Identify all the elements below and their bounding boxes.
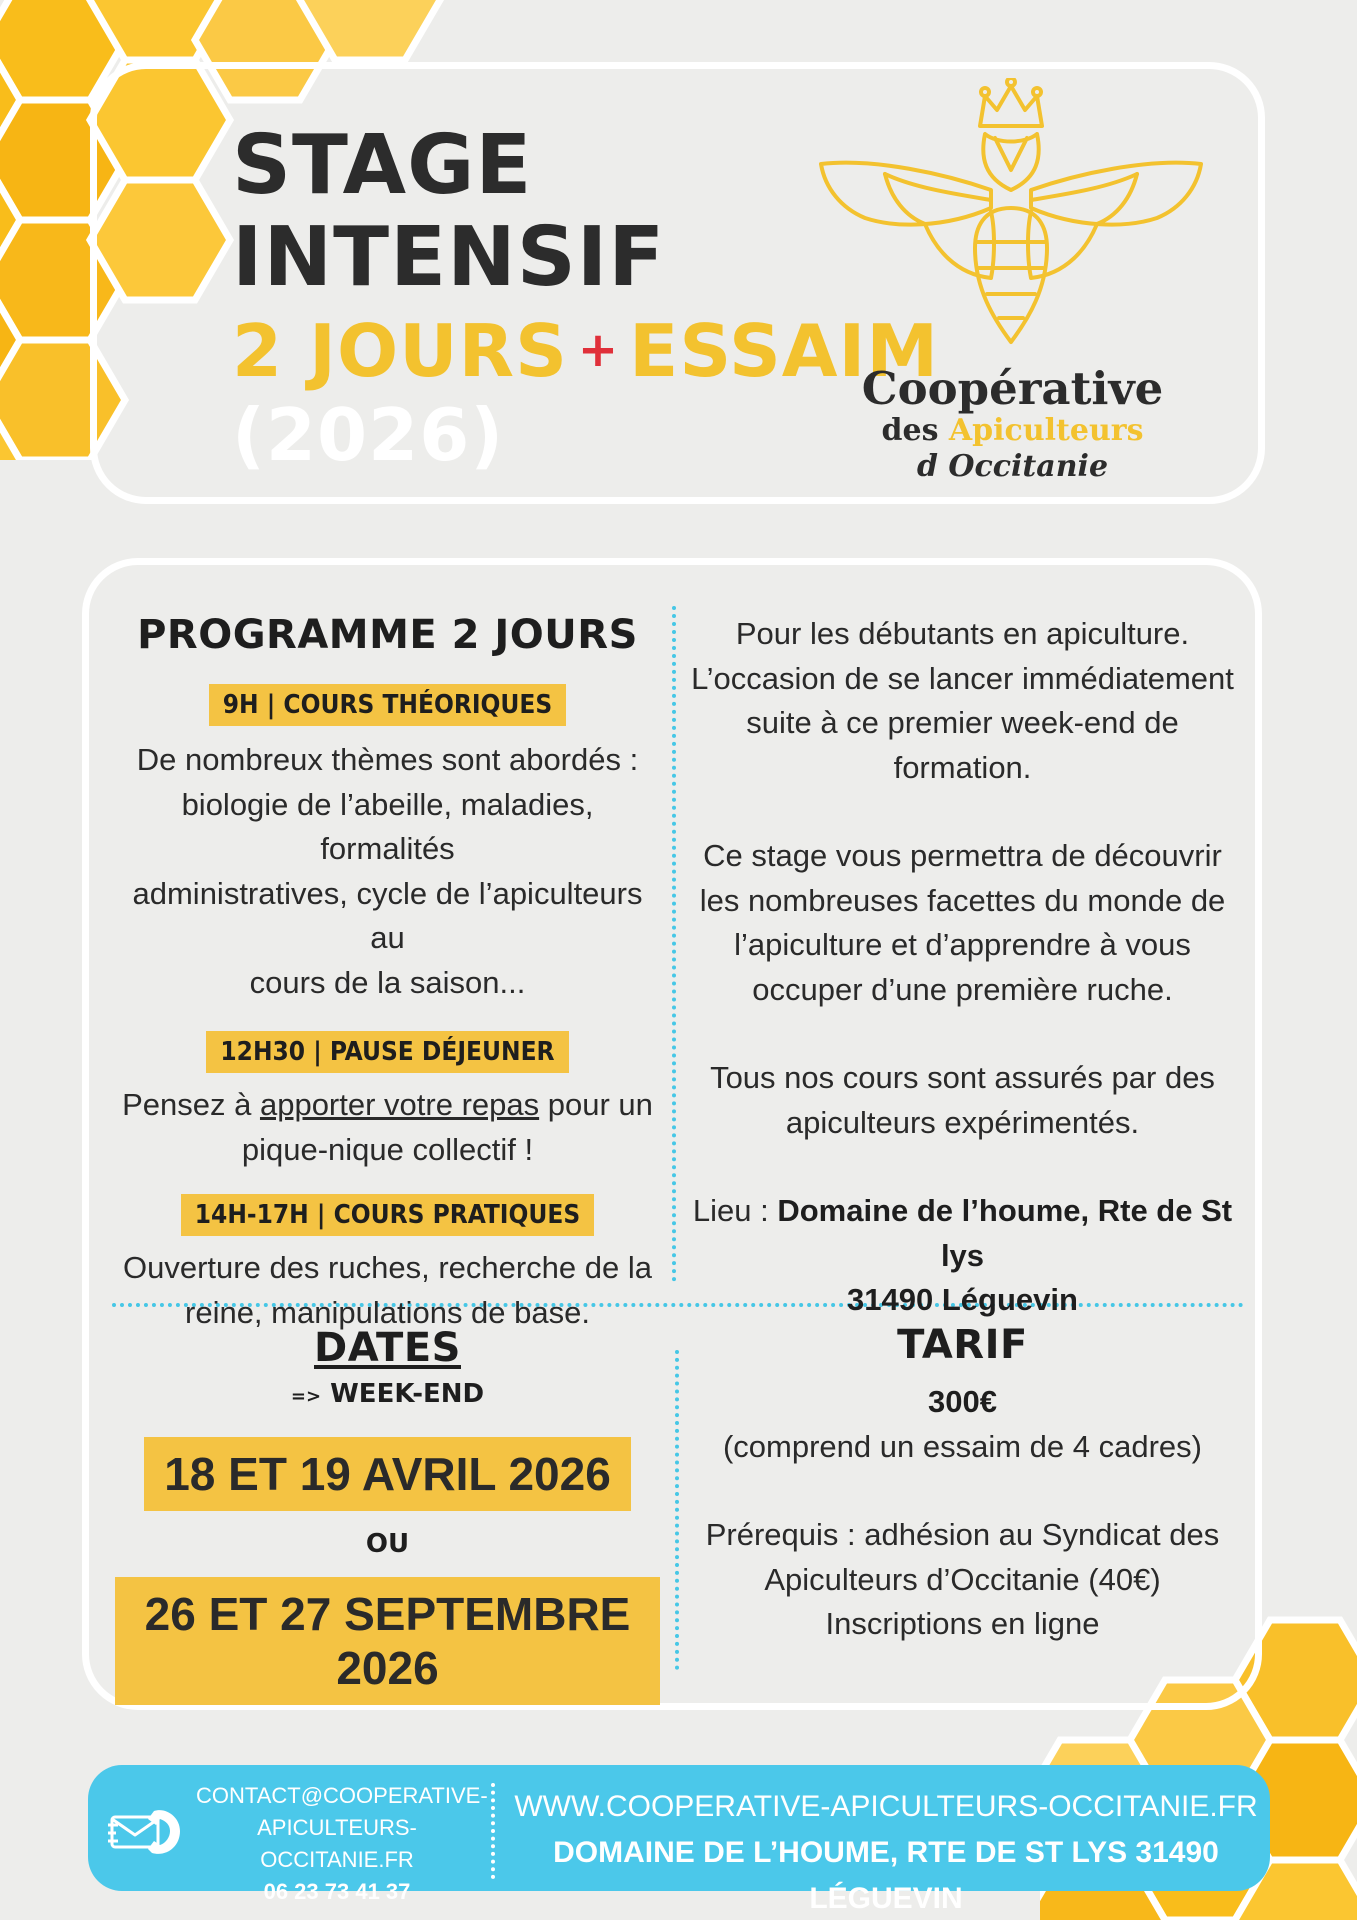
session-badge-practice: 14H-17H | COURS PRATIQUES — [181, 1194, 594, 1236]
vertical-divider-top — [672, 606, 676, 1282]
session-text-lunch — [115, 1083, 660, 1172]
text-line — [115, 1083, 660, 1128]
text-line: reine, manipulations de base. — [185, 1294, 590, 1330]
or-separator: OU — [365, 1529, 410, 1559]
text-line: suite à ce premier week-end de — [746, 705, 1179, 740]
session-badge-theory: 9H | COURS THÉORIQUES — [209, 684, 567, 726]
tarif-section — [690, 1322, 1235, 1647]
text-line: Tous nos cours sont assurés par des — [710, 1060, 1215, 1095]
contact-phone-mail-icon — [108, 1803, 186, 1861]
text-line: Apiculteurs d’Occitanie (40€) — [764, 1561, 1161, 1597]
lieu-postcode: 31490 Léguevin — [847, 1282, 1078, 1317]
date-option-september: 26 ET 27 SEPTEMBRE 2026 — [115, 1577, 660, 1705]
footer-divider — [491, 1783, 495, 1879]
text-line: apiculteurs expérimentés. — [785, 1104, 1140, 1140]
text-line: L’occasion de se lancer immédiatement — [691, 660, 1234, 696]
subtitle-essaim: ESSAIM — [629, 309, 939, 393]
price: 300€ — [928, 1384, 997, 1419]
brand-name — [830, 362, 1195, 485]
text-line: formation. — [893, 749, 1032, 785]
phone-number[interactable]: 06 23 73 41 37 — [263, 1879, 411, 1904]
vertical-divider-bottom — [675, 1350, 679, 1670]
brand-apiculteurs: Apiculteurs — [948, 413, 1144, 448]
text-line: pique-nique collectif ! — [241, 1131, 534, 1167]
footer-address: DOMAINE DE L’HOUME, RTE DE ST LYS 31490 LÉGUEVIN — [553, 1836, 1219, 1915]
brand-line-apiculteurs — [830, 413, 1195, 449]
text-line: administratives, cycle de l’apiculteurs au — [132, 875, 643, 955]
text-line: Ouverture des ruches, recherche de la — [123, 1250, 652, 1285]
dates-section — [115, 1325, 660, 1705]
text-line: biologie de l’abeille, maladies, formalités — [181, 786, 594, 866]
email-line-1[interactable]: CONTACT@COOPERATIVE- — [196, 1783, 488, 1808]
date-option-april: 18 ET 19 AVRIL 2026 — [144, 1437, 631, 1511]
bring-meal-underlined: apporter votre repas — [259, 1087, 540, 1122]
footer-web — [510, 1784, 1262, 1920]
programme-section — [115, 612, 660, 1335]
text-line: De nombreux thèmes sont abordés : — [136, 742, 639, 777]
footer-contact — [196, 1780, 488, 1908]
session-text-theory — [115, 738, 660, 1005]
text-fragment: Pensez à — [122, 1087, 260, 1122]
text-line: cours de la saison... — [249, 964, 526, 1000]
text-line: Inscriptions en ligne — [825, 1606, 1100, 1641]
session-badge-lunch: 12H30 | PAUSE DÉJEUNER — [206, 1031, 568, 1073]
title-line-intensif: INTENSIF — [232, 210, 666, 305]
bee-logo-icon — [815, 78, 1207, 346]
website-link[interactable]: WWW.COOPERATIVE-APICULTEURS-OCCITANIE.FR — [514, 1790, 1258, 1823]
lieu-label: Lieu : — [692, 1193, 778, 1228]
tarif-title: TARIF — [897, 1322, 1028, 1368]
arrow-text: => — [290, 1386, 322, 1407]
brand-line-occitanie: d Occitanie — [916, 449, 1109, 484]
brand-line-cooperative: Coopérative — [861, 362, 1164, 415]
email-line-2[interactable]: APICULTEURS-OCCITANIE.FR — [257, 1815, 417, 1872]
plus-sign: + — [577, 322, 620, 378]
weekend-line — [115, 1379, 660, 1409]
text-line: Ce stage vous permettra de découvrir — [703, 838, 1222, 873]
programme-title: PROGRAMME 2 JOURS — [137, 612, 638, 658]
subtitle-days: 2 JOURS — [232, 309, 568, 393]
session-text-practice — [115, 1246, 660, 1335]
lieu-address: Domaine de l’houme, Rte de St lys — [777, 1193, 1233, 1273]
text-line: Prérequis : adhésion au Syndicat des — [705, 1517, 1220, 1552]
title-year: (2026) — [232, 393, 505, 477]
text-line: Pour les débutants en apiculture. — [735, 616, 1190, 651]
weekend-label: WEEK-END — [330, 1379, 485, 1409]
text-line: l’apiculture et d’apprendre à vous — [734, 927, 1191, 962]
text-fragment: pour un — [539, 1087, 653, 1122]
lieu-line — [690, 1189, 1235, 1278]
description-section — [690, 612, 1235, 1323]
title-line-stage: STAGE — [232, 118, 533, 213]
brand-des: des — [881, 413, 939, 448]
text-line: occuper d’une première ruche. — [752, 971, 1173, 1007]
dates-title: DATES — [314, 1325, 461, 1371]
text-line: les nombreuses facettes du monde de — [699, 882, 1226, 918]
price-note: (comprend un essaim de 4 cadres) — [722, 1428, 1202, 1464]
tarif-text — [690, 1380, 1235, 1647]
